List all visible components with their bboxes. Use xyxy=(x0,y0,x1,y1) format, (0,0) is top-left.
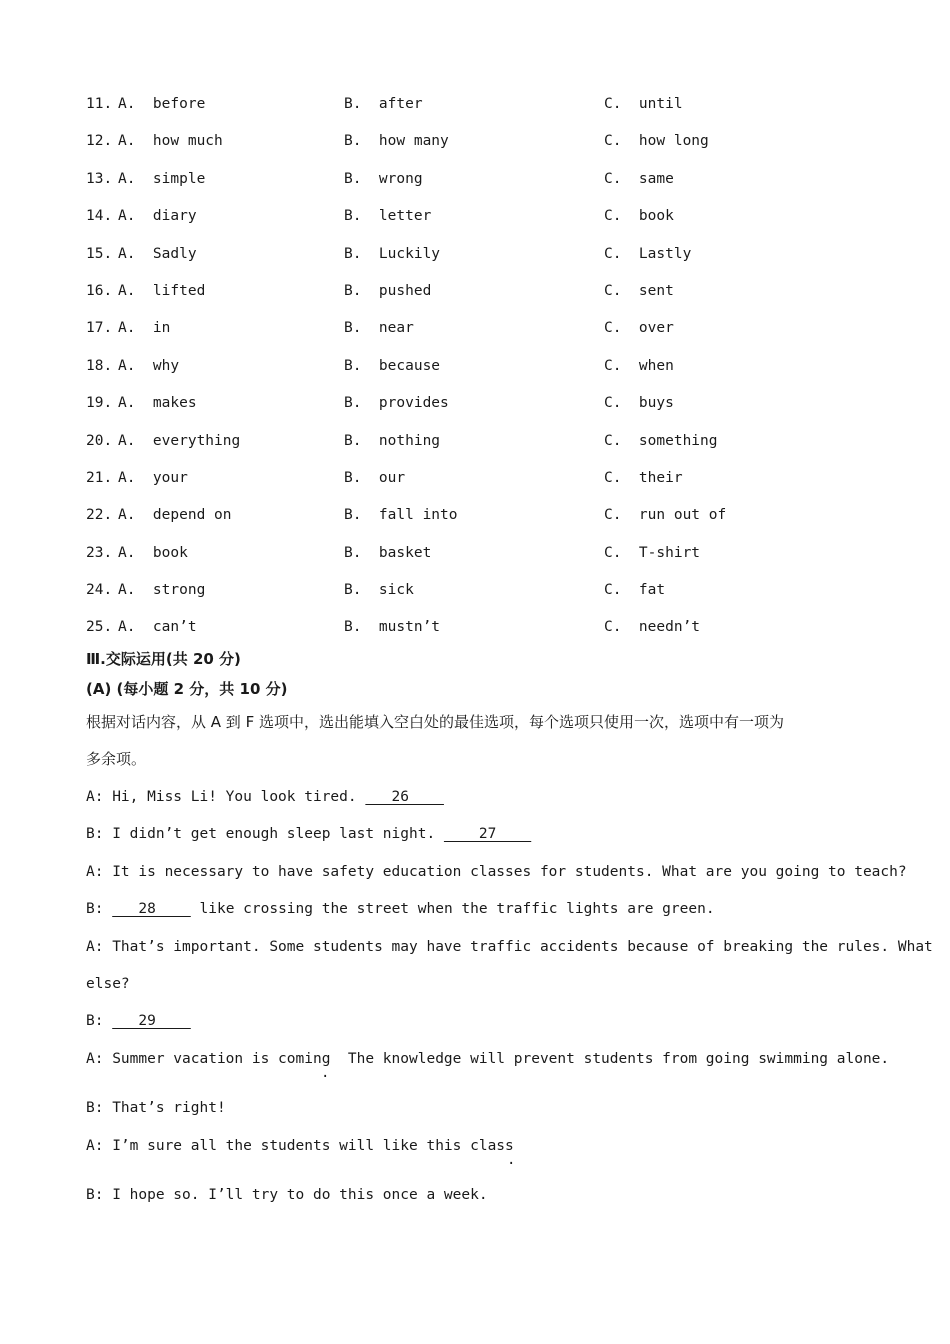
dialogue-text: B: xyxy=(86,901,113,917)
dialogue-text: like crossing the street when the traffic lights are green. xyxy=(190,901,715,917)
option-c: C. something xyxy=(604,432,718,449)
option-row xyxy=(86,279,906,316)
option-b: B. nothing xyxy=(344,432,441,449)
option-c: C. book xyxy=(604,208,674,225)
blank-29: 29 xyxy=(112,1013,191,1029)
option-c: C. over xyxy=(604,320,674,337)
option-b: B. fall into xyxy=(344,507,458,524)
option-a: A. diary xyxy=(118,208,197,225)
dialogue-line-3: A: It is necessary to have safety education classes for students. What are you going to teach? xyxy=(86,864,907,880)
option-row xyxy=(86,391,906,428)
option-b: B. wrong xyxy=(344,170,423,187)
option-row xyxy=(86,129,906,166)
option-b: B. because xyxy=(344,357,441,374)
option-b: B. how many xyxy=(344,133,449,150)
dialogue-line-2 xyxy=(86,823,531,845)
option-row xyxy=(86,429,906,466)
option-a: A. can’t xyxy=(118,619,197,636)
dialogue-line-5: A: That’s important. Some students may have traffic accidents because of breaking the rules. What xyxy=(86,939,933,955)
dialogue-line-6: else? xyxy=(86,976,130,992)
question-number: 21. xyxy=(86,469,113,486)
option-row xyxy=(86,578,906,615)
question-number: 12. xyxy=(86,133,113,150)
option-row xyxy=(86,354,906,391)
option-c: C. Lastly xyxy=(604,245,692,262)
question-number: 16. xyxy=(86,282,113,299)
option-b: B. letter xyxy=(344,208,432,225)
question-number: 23. xyxy=(86,544,113,561)
dialogue-line-10: A: I’m sure all the students will like this class xyxy=(86,1138,514,1154)
option-b: B. near xyxy=(344,320,414,337)
option-c: C. their xyxy=(604,469,683,486)
option-row xyxy=(86,92,906,129)
option-b: B. pushed xyxy=(344,282,432,299)
dialogue-line-8: A: Summer vacation is coming The knowledge will prevent students from going swimming alone. xyxy=(86,1051,890,1067)
question-number: 13. xyxy=(86,170,113,187)
question-number: 14. xyxy=(86,208,113,225)
option-a: A. your xyxy=(118,469,188,486)
option-c: C. same xyxy=(604,170,674,187)
dialogue-text: B: I didn’t get enough sleep last night. xyxy=(86,826,444,842)
dialogue-text: B: xyxy=(86,1013,113,1029)
question-number: 24. xyxy=(86,582,113,599)
option-row xyxy=(86,204,906,241)
option-a: A. in xyxy=(118,320,171,337)
question-number: 22. xyxy=(86,507,113,524)
option-row xyxy=(86,316,906,353)
option-c: C. T-shirt xyxy=(604,544,701,561)
question-number: 25. xyxy=(86,619,113,636)
blank-27: 27 xyxy=(443,826,532,842)
instruction-line-2: 多余项。 xyxy=(86,750,147,768)
option-a: A. lifted xyxy=(118,282,206,299)
option-row xyxy=(86,242,906,279)
option-b: B. sick xyxy=(344,582,414,599)
option-row xyxy=(86,503,906,540)
dialogue-line-7 xyxy=(86,1010,191,1032)
option-a: A. simple xyxy=(118,170,206,187)
dialogue-line-4 xyxy=(86,898,715,920)
option-c: C. fat xyxy=(604,582,666,599)
dialogue-line-11: B: I hope so. I’ll try to do this once a week. xyxy=(86,1187,488,1203)
option-c: C. how long xyxy=(604,133,709,150)
option-c: C. needn’t xyxy=(604,619,701,636)
option-row xyxy=(86,541,906,578)
option-c: C. sent xyxy=(604,282,674,299)
option-c: C. run out of xyxy=(604,507,727,524)
option-a: A. strong xyxy=(118,582,206,599)
option-a: A. before xyxy=(118,96,206,112)
option-a: A. everything xyxy=(118,432,241,449)
option-a: A. Sadly xyxy=(118,245,197,262)
question-number: 18. xyxy=(86,357,113,374)
blank-28: 28 xyxy=(112,901,191,917)
option-b: B. Luckily xyxy=(344,245,441,262)
dialogue-line-1 xyxy=(86,786,444,808)
option-row xyxy=(86,167,906,204)
option-b: B. mustn’t xyxy=(344,619,441,636)
question-number: 17. xyxy=(86,320,113,337)
option-b: B. after xyxy=(344,96,423,112)
section-subtitle: (A) (每小题 2 分，共 10 分) xyxy=(86,680,288,698)
blank-26: 26 xyxy=(365,789,444,805)
option-a: A. how much xyxy=(118,133,223,150)
option-list xyxy=(86,92,906,653)
stray-dot: . xyxy=(507,1152,516,1168)
option-row xyxy=(86,466,906,503)
instruction-line-1: 根据对话内容，从 A 到 F 选项中，选出能填入空白处的最佳选项，每个选项只使用一次，选项中有一项为 xyxy=(86,713,784,731)
option-c: C. when xyxy=(604,357,674,374)
dialogue-text: A: Hi, Miss Li! You look tired. xyxy=(86,789,366,805)
question-number: 19. xyxy=(86,395,113,412)
option-b: B. our xyxy=(344,469,406,486)
section-title: Ⅲ.交际运用(共 20 分) xyxy=(86,650,241,668)
option-a: A. depend on xyxy=(118,507,232,524)
option-b: B. basket xyxy=(344,544,432,561)
question-number: 20. xyxy=(86,432,113,449)
stray-dot: . xyxy=(321,1065,330,1081)
option-c: C. until xyxy=(604,96,683,112)
option-a: A. why xyxy=(118,357,180,374)
option-c: C. buys xyxy=(604,395,674,412)
option-b: B. provides xyxy=(344,395,449,412)
dialogue-line-9: B: That’s right! xyxy=(86,1100,226,1116)
question-number: 15. xyxy=(86,245,113,262)
option-a: A. makes xyxy=(118,395,197,412)
question-number: 11. xyxy=(86,96,113,112)
option-a: A. book xyxy=(118,544,188,561)
